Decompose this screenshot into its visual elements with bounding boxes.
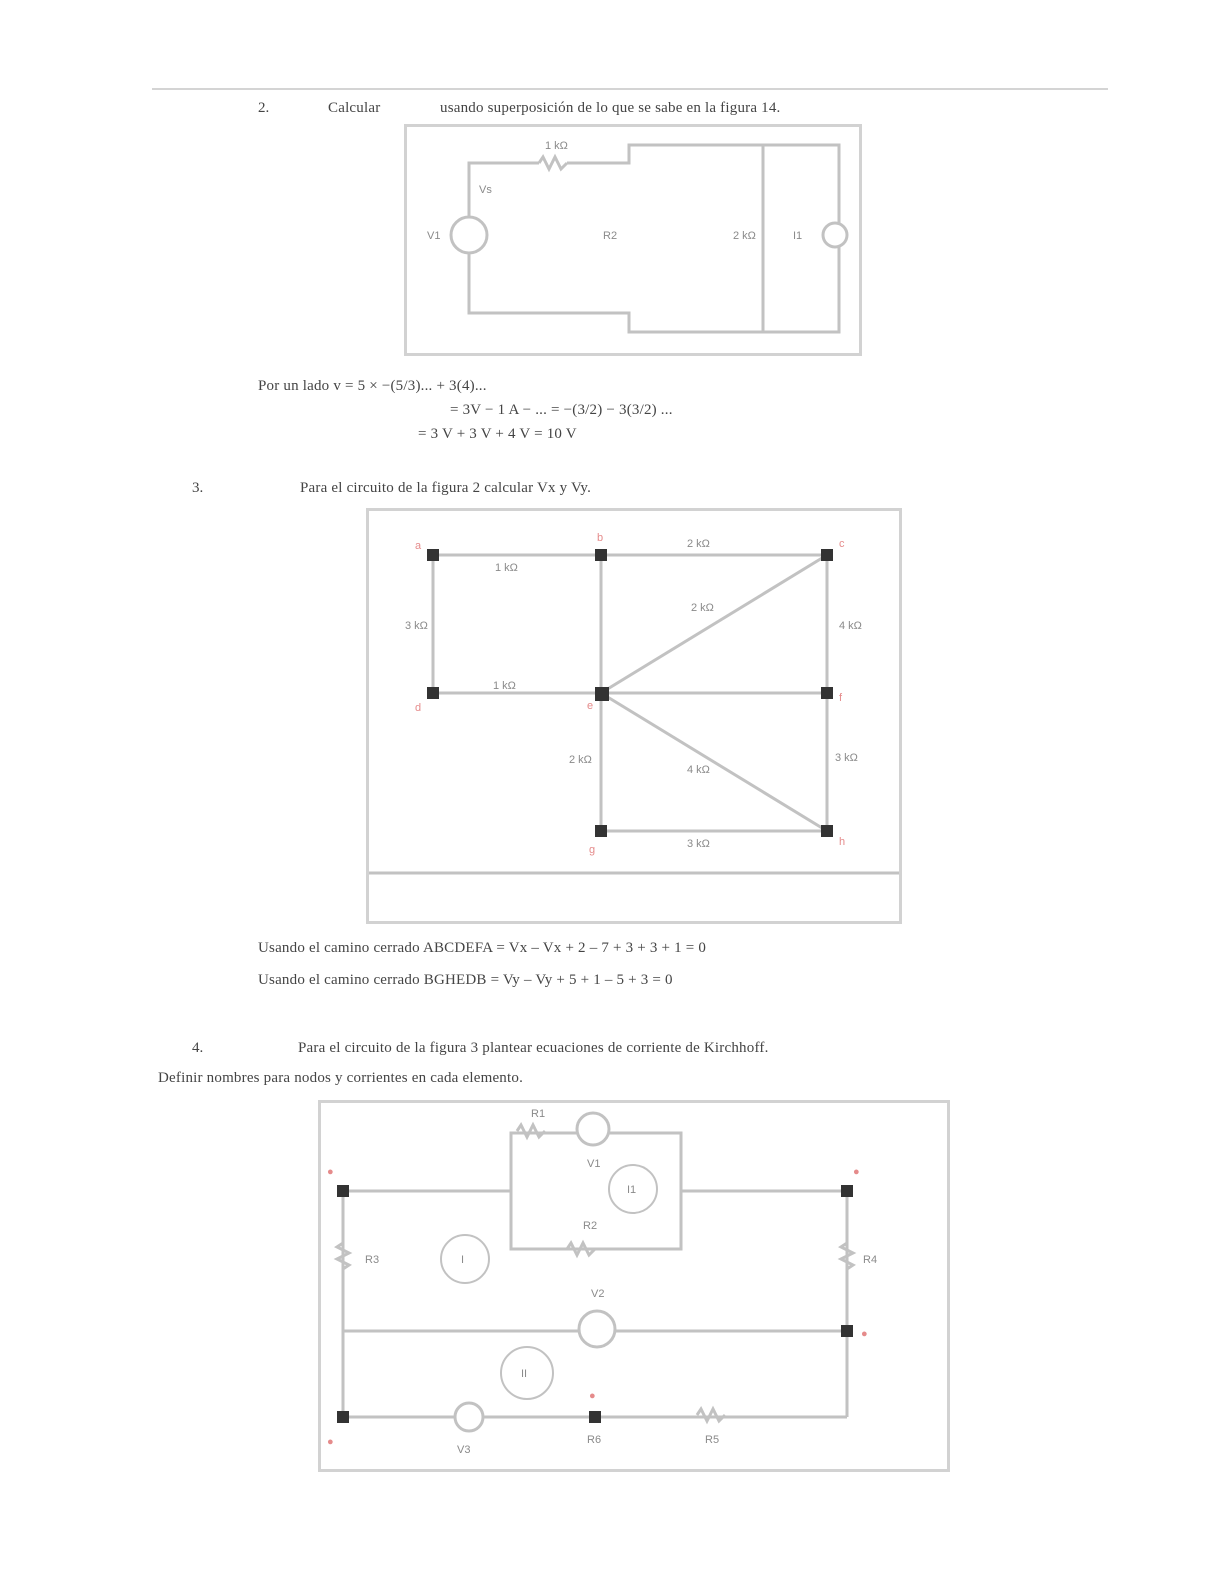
svg-text:V1: V1 xyxy=(427,230,441,242)
svg-text:4 kΩ: 4 kΩ xyxy=(687,764,710,776)
svg-text:●: ● xyxy=(327,1166,334,1178)
svg-text:●: ● xyxy=(861,1328,868,1340)
problem-2-lead: Calcular xyxy=(328,100,381,116)
problem-2-number: 2. xyxy=(258,100,270,116)
svg-text:a: a xyxy=(415,540,422,552)
svg-text:4 kΩ: 4 kΩ xyxy=(839,620,862,632)
svg-text:e: e xyxy=(587,700,594,712)
problem-3-solution-1: Usando el camino cerrado ABCDEFA = Vx – Vx + 2 – 7 + 3 + 3 + 1 = 0 xyxy=(258,940,707,956)
svg-text:●: ● xyxy=(327,1436,334,1448)
problem-2-solution-3: = 3 V + 3 V + 4 V = 10 V xyxy=(418,426,577,442)
svg-text:1 kΩ: 1 kΩ xyxy=(495,562,518,574)
svg-text:g: g xyxy=(589,844,596,856)
svg-text:h: h xyxy=(839,836,846,848)
problem-2-solution-2: = 3V − 1 A − ... = −(3/2) − 3(3/2) ... xyxy=(450,402,673,418)
svg-text:R2: R2 xyxy=(603,230,618,242)
problem-2-solution-1: Por un lado v = 5 × −(5/3)... + 3(4)... xyxy=(258,378,487,394)
svg-text:3 kΩ: 3 kΩ xyxy=(835,752,858,764)
svg-text:R5: R5 xyxy=(705,1434,720,1446)
svg-text:I1: I1 xyxy=(627,1184,637,1196)
svg-text:d: d xyxy=(415,702,422,714)
problem-4-number: 4. xyxy=(192,1040,204,1056)
svg-text:b: b xyxy=(597,532,604,544)
svg-text:II: II xyxy=(521,1368,528,1380)
svg-text:V2: V2 xyxy=(591,1288,605,1300)
svg-text:R2: R2 xyxy=(583,1220,598,1232)
svg-text:●: ● xyxy=(589,1390,596,1402)
header-rule xyxy=(152,88,1108,90)
svg-text:2 kΩ: 2 kΩ xyxy=(569,754,592,766)
problem-3-number: 3. xyxy=(192,480,204,496)
problem-3-solution-2: Usando el camino cerrado BGHEDB = Vy – Vy + 5 + 1 – 5 + 3 = 0 xyxy=(258,972,673,988)
svg-text:R6: R6 xyxy=(587,1434,602,1446)
problem-4-statement-2: Definir nombres para nodos y corrientes en cada elemento. xyxy=(158,1070,524,1086)
svg-text:R3: R3 xyxy=(365,1254,380,1266)
svg-text:R1: R1 xyxy=(531,1108,546,1120)
svg-text:c: c xyxy=(839,538,845,550)
svg-text:1 kΩ: 1 kΩ xyxy=(493,680,516,692)
svg-text:Vs: Vs xyxy=(479,184,492,196)
svg-text:●: ● xyxy=(853,1166,860,1178)
svg-text:I: I xyxy=(461,1254,465,1266)
svg-text:1 kΩ: 1 kΩ xyxy=(545,140,568,152)
svg-text:I1: I1 xyxy=(793,230,803,242)
figure-circuit-3 xyxy=(318,1100,950,1472)
svg-text:2 kΩ: 2 kΩ xyxy=(691,602,714,614)
figure-circuit-1 xyxy=(404,124,862,356)
svg-text:3 kΩ: 3 kΩ xyxy=(405,620,428,632)
svg-text:2 kΩ: 2 kΩ xyxy=(733,230,756,242)
svg-text:3 kΩ: 3 kΩ xyxy=(687,838,710,850)
svg-text:V1: V1 xyxy=(587,1158,601,1170)
problem-4-statement: Para el circuito de la figura 3 plantear ecuaciones de corriente de Kirchhoff. xyxy=(298,1040,769,1056)
svg-text:V3: V3 xyxy=(457,1444,471,1456)
problem-2-statement: usando superposición de lo que se sabe en la figura 14. xyxy=(440,100,781,116)
figure-circuit-2 xyxy=(366,508,902,924)
svg-text:f: f xyxy=(839,692,843,704)
svg-text:R4: R4 xyxy=(863,1254,878,1266)
problem-3-statement: Para el circuito de la figura 2 calcular Vx y Vy. xyxy=(300,480,592,496)
svg-text:2 kΩ: 2 kΩ xyxy=(687,538,710,550)
